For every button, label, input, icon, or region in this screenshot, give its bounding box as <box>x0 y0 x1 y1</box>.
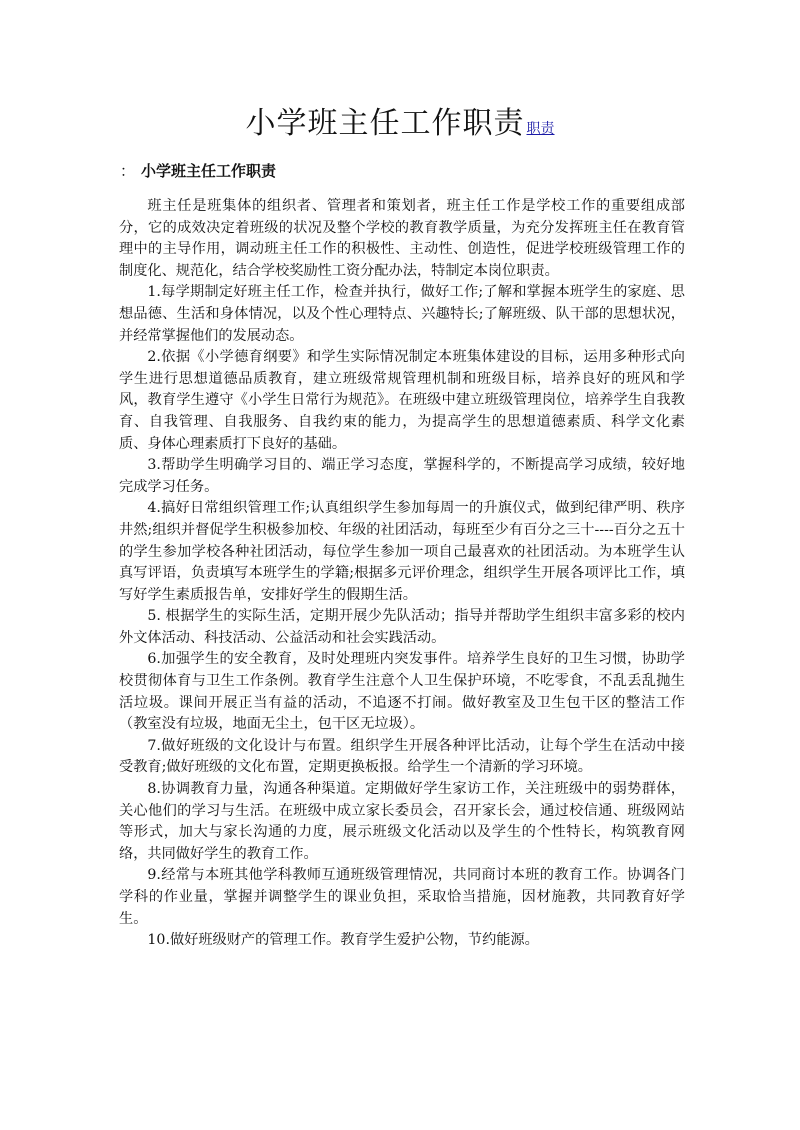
paragraph-item-9: 9.经常与本班其他学科教师互通班级管理情况，共同商讨本班的教育工作。协调各门学科的作业量，掌握并调整学生的课业负担，采取恰当措施，因材施教，共同教育好学生。 <box>119 867 685 927</box>
paragraph-item-3: 3.帮助学生明确学习目的、端正学习态度，掌握科学的，不断提高学习成绩，较好地完成学习任务。 <box>119 457 685 495</box>
section-heading-text: 小学班主任工作职责 <box>141 162 277 180</box>
paragraph-item-4: 4.搞好日常组织管理工作;认真组织学生参加每周一的升旗仪式，做到纪律严明、秩序井然;组织并督促学生积极参加校、年级的社团活动，每班至少有百分之三十----百分之五十的学生参加学校各种社团活动，每位学生参加一项自己最喜欢的社团活动。为本班学生认真写评语，负责填写本班学生的学籍;根据多元评价理念，组织学生开展各项评比工作，填写好学生素质报告单，安排好学生的假期生活。 <box>119 500 685 603</box>
paragraph-item-10: 10.做好班级财产的管理工作。教育学生爱护公物，节约能源。 <box>147 932 539 949</box>
title-row <box>0 98 800 142</box>
paragraph-item-2: 2.依据《小学德育纲要》和学生实际情况制定本班集体建设的目标，运用多种形式向学生进行思想道德品质教育，建立班级常规管理机制和班级目标，培养良好的班风和学风，教育学生遵守《小学生日常行为规范》。在班级中建立班级管理岗位，培养学生自我教育、自我管理、自我服务、自我约束的能力，为提高学生的思想道德素质、科学文化素质、身体心理素质打下良好的基础。 <box>119 349 685 452</box>
title-link[interactable]: 职责 <box>526 121 555 137</box>
heading-bullet: ： <box>120 162 136 180</box>
page-title: 小学班主任工作职责 <box>245 106 525 141</box>
paragraph-item-6: 6.加强学生的安全教育，及时处理班内突发事件。培养学生良好的卫生习惯，协助学校贯彻体育与卫生工作条例。教育学生注意个人卫生保护环境，不吃零食，不乱丢乱抛生活垃圾。课间开展正当有益的活动，不追逐不打闹。做好教室及卫生包干区的整洁工作（教室没有垃圾，地面无尘土，包干区无垃圾）。 <box>119 651 685 733</box>
paragraph-intro: 班主任是班集体的组织者、管理者和策划者，班主任工作是学校工作的重要组成部分，它的成效决定着班级的状况及整个学校的教育教学质量，为充分发挥班主任在教育管理中的主导作用，调动班主任工作的积极性、主动性、创造性，促进学校班级管理工作的制度化、规范化，结合学校奖励性工资分配办法，特制定本岗位职责。 <box>119 198 685 279</box>
paragraph-item-8: 8.协调教育力量，沟通各种渠道。定期做好学生家访工作，关注班级中的弱势群体，关心他们的学习与生活。在班级中成立家长委员会，召开家长会，通过校信通、班级网站等形式，加大与家长沟通的力度，展示班级文化活动以及学生的个性特长，构筑教育网络，共同做好学生的教育工作。 <box>119 781 685 862</box>
section-heading <box>120 160 276 181</box>
document-body <box>119 196 685 952</box>
paragraph-item-7: 7.做好班级的文化设计与布置。组织学生开展各种评比活动，让每个学生在活动中接受教育;做好班级的文化布置，定期更换板报。给学生一个清新的学习环境。 <box>119 737 685 776</box>
paragraph-item-5: 5. 根据学生的实际生活，定期开展少先队活动；指导并帮助学生组织丰富多彩的校内外文体活动、科技活动、公益活动和社会实践活动。 <box>119 608 685 646</box>
paragraph-item-1: 1.每学期制定好班主任工作，检查并执行，做好工作;了解和掌握本班学生的家庭、思想品德、生活和身体情况，以及个性心理特点、兴趣特长;了解班级、队干部的思想状况，并经常掌握他们的发展动态。 <box>119 284 685 344</box>
